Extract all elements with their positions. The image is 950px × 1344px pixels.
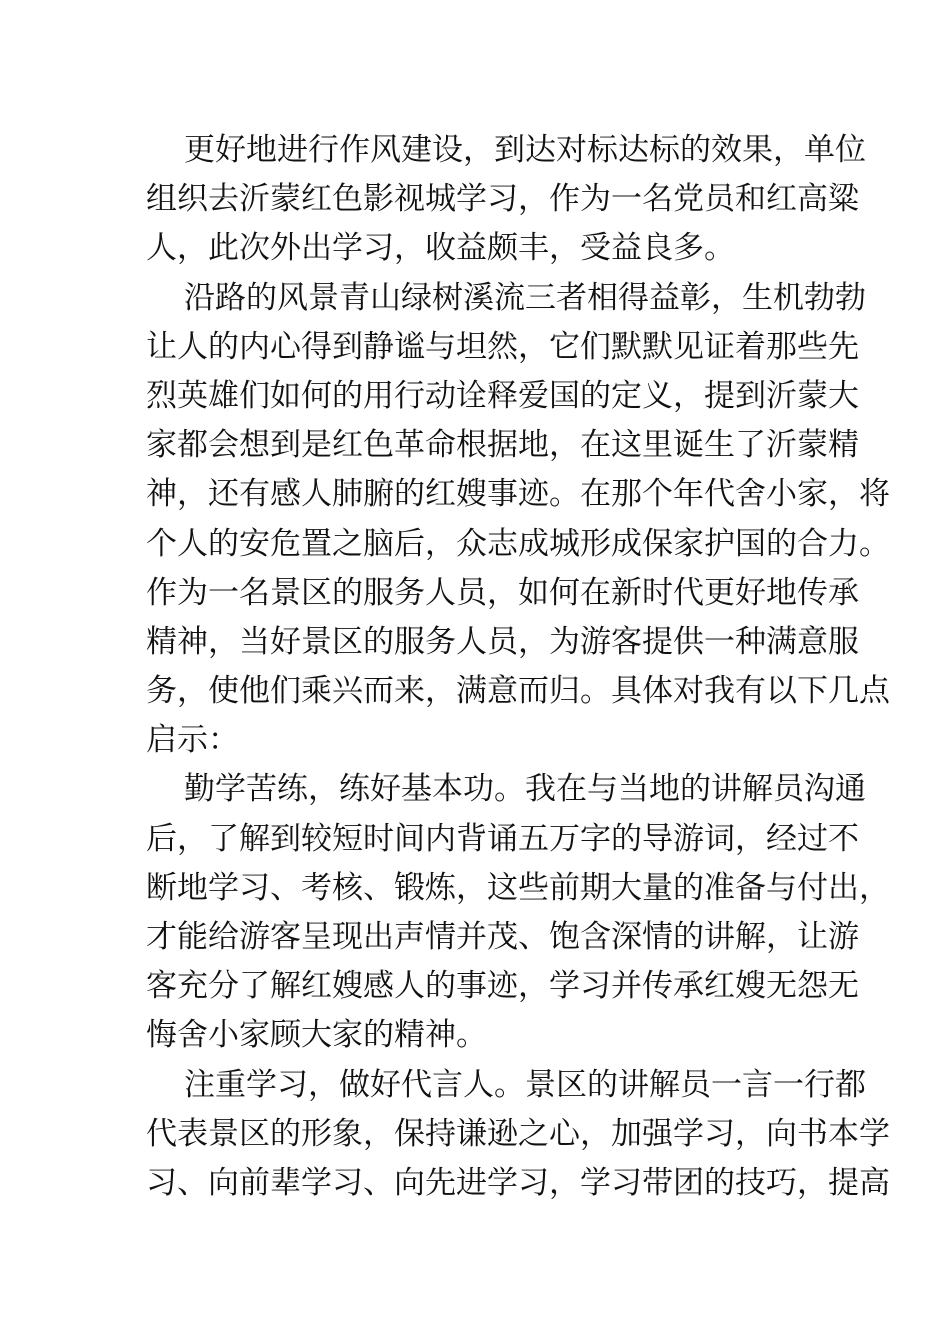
text-line: 组织去沂蒙红色影视城学习，作为一名党员和红高粱 — [146, 181, 859, 218]
text-line: 作为一名景区的服务人员，如何在新时代更好地传承 — [146, 574, 859, 611]
text-line: 沿路的风景青山绿树溪流三者相得益彰，生机勃勃 — [184, 279, 866, 316]
text-line: 后，了解到较短时间内背诵五万字的导游词，经过不 — [146, 820, 859, 857]
text-line: 精神，当好景区的服务人员，为游客提供一种满意服 — [146, 623, 859, 660]
text-line: 个人的安危置之脑后，众志成城形成保家护国的合力。 — [146, 525, 890, 562]
text-line: 注重学习，做好代言人。景区的讲解员一言一行都 — [184, 1066, 866, 1103]
text-line: 启示： — [146, 722, 239, 759]
text-line: 断地学习、考核、锻炼，这些前期大量的准备与付出， — [146, 869, 890, 906]
text-line: 悔舍小家顾大家的精神。 — [146, 1017, 487, 1054]
text-line: 代表景区的形象，保持谦逊之心，加强学习，向书本学 — [146, 1115, 890, 1152]
text-line: 更好地进行作风建设，到达对标达标的效果，单位 — [184, 132, 866, 168]
text-line: 勤学苦练，练好基本功。我在与当地的讲解员沟通 — [184, 771, 866, 808]
paragraph-intro — [146, 126, 866, 274]
document-body — [146, 126, 890, 1208]
text-line: 让人的内心得到静谧与坦然，它们默默见证着那些先 — [146, 328, 859, 365]
text-line: 才能给游客呈现出声情并茂、饱含深情的讲解，让游 — [146, 919, 859, 955]
text-line: 家都会想到是红色革命根据地，在这里诞生了沂蒙精 — [146, 427, 859, 464]
text-line: 习、向前辈学习、向先进学习，学习带团的技巧，提高 — [146, 1164, 890, 1201]
text-line: 客充分了解红嫂感人的事迹，学习并传承红嫂无怨无 — [146, 968, 859, 1005]
text-line: 务，使他们乘兴而来，满意而归。具体对我有以下几点 — [146, 673, 890, 710]
paragraph-scenery — [146, 274, 890, 766]
paragraph-study — [146, 1061, 890, 1209]
paragraph-practice — [146, 765, 890, 1060]
text-line: 烈英雄们如何的用行动诠释爱国的定义，提到沂蒙大 — [146, 377, 859, 414]
text-line: 人，此次外出学习，收益颇丰，受益良多。 — [146, 230, 735, 267]
text-line: 神，还有感人肺腑的红嫂事迹。在那个年代舍小家，将 — [146, 476, 890, 513]
